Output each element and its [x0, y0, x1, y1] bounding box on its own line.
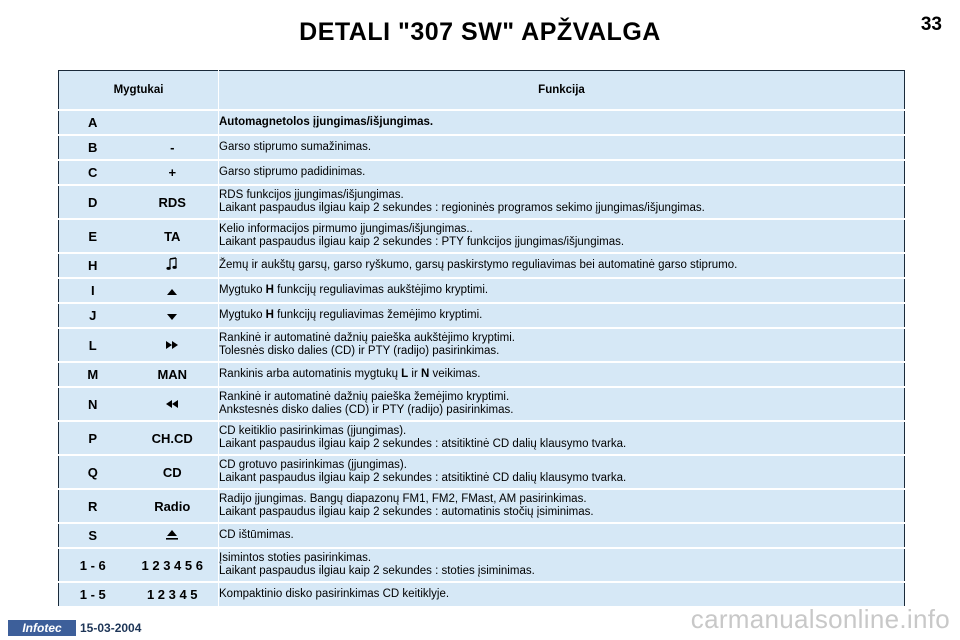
description-text: funkcijų reguliavimas aukštėjimo kryptimi. [273, 284, 489, 296]
table-row [59, 362, 905, 387]
table-row [59, 110, 905, 135]
description-line [219, 223, 904, 236]
description-line [219, 236, 904, 249]
row-symbol [127, 328, 219, 362]
description-text: Įsimintos stoties pasirinkimas. [219, 552, 372, 564]
description-line [219, 529, 904, 542]
arrow-up-icon [166, 284, 178, 299]
table-row [59, 303, 905, 328]
table-row [59, 455, 905, 489]
row-description [219, 362, 905, 387]
watermark: carmanualsonline.info [690, 604, 950, 634]
description-text: CD keitiklio pasirinkimas (įjungimas). [219, 425, 407, 437]
page-number: 33 [920, 14, 942, 35]
row-key: 1 - 5 [59, 582, 127, 607]
description-line [219, 404, 904, 417]
description-text: Radijo įjungimas. Bangų diapazonų FM1, FM2, FMast, AM pasirinkimas. [219, 493, 587, 505]
row-key: 1 - 6 [59, 548, 127, 582]
description-text: Mygtuko [219, 309, 266, 321]
row-description [219, 253, 905, 278]
row-symbol: RDS [127, 185, 219, 219]
description-text: Tolesnės disko dalies (CD) ir PTY (radijo) pasirinkimas. [219, 345, 500, 357]
description-line [219, 202, 904, 215]
row-description [219, 185, 905, 219]
description-line [219, 284, 904, 297]
description-line [219, 459, 904, 472]
row-symbol [127, 253, 219, 278]
description-text: Ankstesnės disko dalies (CD) ir PTY (radijo) pasirinkimas. [219, 404, 514, 416]
fast-forward-icon [165, 338, 179, 353]
arrow-down-icon [166, 309, 178, 324]
function-table [58, 70, 905, 608]
row-description [219, 387, 905, 421]
row-description [219, 548, 905, 582]
description-line [219, 493, 904, 506]
row-key: S [59, 523, 127, 548]
row-description [219, 219, 905, 253]
row-symbol [127, 523, 219, 548]
row-symbol: CH.CD [127, 421, 219, 455]
row-symbol [127, 303, 219, 328]
row-description [219, 160, 905, 185]
description-line [219, 141, 904, 154]
row-symbol: TA [127, 219, 219, 253]
description-text: RDS funkcijos įjungimas/išjungimas. [219, 189, 404, 201]
description-text: H [265, 309, 274, 321]
table-row [59, 328, 905, 362]
table-row [59, 253, 905, 278]
description-text: Automagnetolos įjungimas/išjungimas. [219, 116, 434, 128]
music-note-icon [166, 257, 178, 274]
description-text: Laikant paspaudus ilgiau kaip 2 sekundes : PTY funkcijos įjungimas/išjungimas. [219, 236, 625, 248]
row-description [219, 303, 905, 328]
row-description [219, 278, 905, 303]
row-key: M [59, 362, 127, 387]
row-description [219, 421, 905, 455]
table-row [59, 135, 905, 160]
description-text: Kelio informacijos pirmumo įjungimas/išjungimas.. [219, 223, 473, 235]
description-text: Mygtuko [219, 284, 266, 296]
row-key: B [59, 135, 127, 160]
row-symbol: - [127, 135, 219, 160]
row-key: N [59, 387, 127, 421]
description-text: Laikant paspaudus ilgiau kaip 2 sekundes : stoties įsiminimas. [219, 565, 535, 577]
description-text: Laikant paspaudus ilgiau kaip 2 sekundes : automatinis stočių įsiminimas. [219, 506, 594, 518]
row-description [219, 455, 905, 489]
row-description [219, 110, 905, 135]
table-row [59, 278, 905, 303]
row-symbol: 1 2 3 4 5 6 [127, 548, 219, 582]
eject-icon [164, 529, 180, 544]
description-line [219, 425, 904, 438]
row-key: Q [59, 455, 127, 489]
row-description [219, 135, 905, 160]
rewind-icon [165, 397, 179, 412]
description-text: Laikant paspaudus ilgiau kaip 2 sekundes : regioninės programos sekimo įjungimas/išjungimas. [219, 202, 705, 214]
description-text: Žemų ir aukštų garsų, garso ryškumo, garsų paskirstymo reguliavimas bei automatinė garso stiprumo. [219, 259, 738, 271]
row-key: D [59, 185, 127, 219]
row-symbol: CD [127, 455, 219, 489]
description-text: funkcijų reguliavimas žemėjimo kryptimi. [273, 309, 483, 321]
row-symbol: Radio [127, 489, 219, 523]
description-line [219, 166, 904, 179]
row-symbol [127, 387, 219, 421]
header-function: Funkcija [219, 71, 905, 111]
table-row [59, 489, 905, 523]
description-text: ir [408, 368, 421, 380]
description-line [219, 506, 904, 519]
description-line [219, 332, 904, 345]
footer-date: 15-03-2004 [80, 621, 142, 635]
description-text: Rankinė ir automatinė dažnių paieška žemėjimo kryptimi. [219, 391, 510, 403]
row-key: A [59, 110, 127, 135]
page-title: DETALI "307 SW" APŽVALGA [299, 18, 661, 46]
row-key: R [59, 489, 127, 523]
row-symbol: MAN [127, 362, 219, 387]
description-line [219, 438, 904, 451]
description-text: Laikant paspaudus ilgiau kaip 2 sekundes : atsitiktinė CD dalių klausymo tvarka. [219, 472, 627, 484]
description-text: Garso stiprumo padidinimas. [219, 166, 366, 178]
row-description [219, 523, 905, 548]
description-text: Laikant paspaudus ilgiau kaip 2 sekundes : atsitiktinė CD dalių klausymo tvarka. [219, 438, 627, 450]
row-key: P [59, 421, 127, 455]
row-key: H [59, 253, 127, 278]
table-header-row [59, 71, 905, 111]
table-row [59, 185, 905, 219]
table-row [59, 219, 905, 253]
table-row [59, 421, 905, 455]
description-text: Rankinė ir automatinė dažnių paieška aukštėjimo kryptimi. [219, 332, 515, 344]
header-buttons: Mygtukai [59, 71, 219, 111]
row-symbol: 1 2 3 4 5 [127, 582, 219, 607]
row-key: L [59, 328, 127, 362]
description-text: L [401, 368, 409, 380]
table-row [59, 387, 905, 421]
description-text: N [420, 368, 430, 380]
description-text: CD ištūmimas. [219, 529, 294, 541]
description-line [219, 368, 904, 381]
row-description [219, 328, 905, 362]
table-row [59, 160, 905, 185]
row-key: E [59, 219, 127, 253]
description-text: Garso stiprumo sumažinimas. [219, 141, 372, 153]
row-symbol [127, 110, 219, 135]
description-text: veikimas. [429, 368, 481, 380]
description-line [219, 259, 904, 272]
row-symbol [127, 278, 219, 303]
description-line [219, 552, 904, 565]
infotec-logo: Infotec [8, 620, 76, 636]
description-text: H [265, 284, 274, 296]
description-line [219, 309, 904, 322]
row-key: I [59, 278, 127, 303]
row-symbol: + [127, 160, 219, 185]
description-text: Kompaktinio disko pasirinkimas CD keitiklyje. [219, 588, 450, 600]
table-row [59, 548, 905, 582]
description-line [219, 391, 904, 404]
description-text: CD grotuvo pasirinkimas (įjungimas). [219, 459, 407, 471]
table-row [59, 523, 905, 548]
row-description [219, 489, 905, 523]
row-key: C [59, 160, 127, 185]
description-line [219, 588, 904, 601]
description-line [219, 189, 904, 202]
description-line [219, 345, 904, 358]
description-text: Rankinis arba automatinis mygtukų [219, 368, 402, 380]
description-line [219, 116, 904, 129]
description-line [219, 565, 904, 578]
description-line [219, 472, 904, 485]
row-key: J [59, 303, 127, 328]
